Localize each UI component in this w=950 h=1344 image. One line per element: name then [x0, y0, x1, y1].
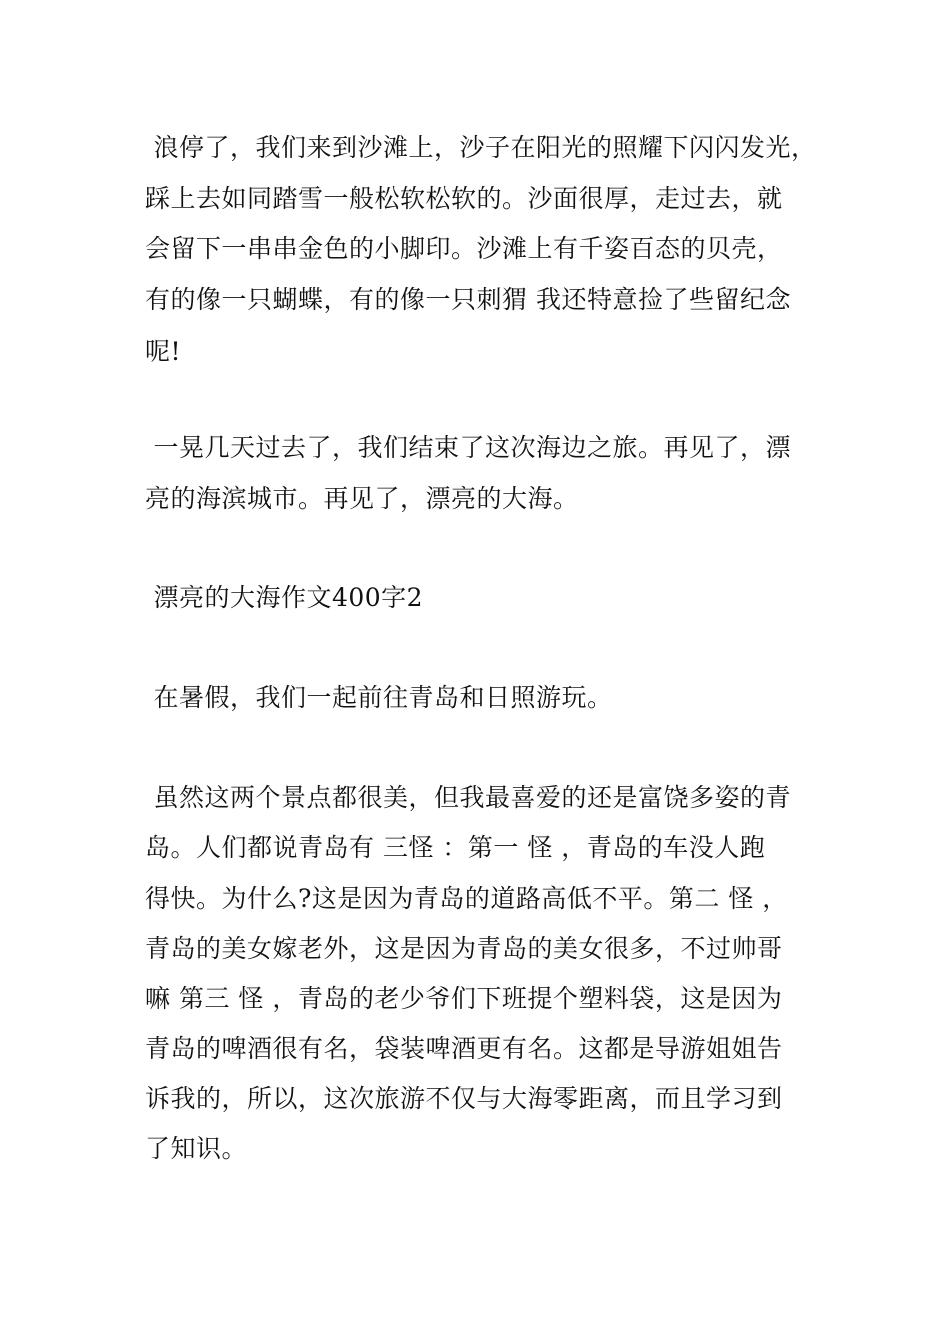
paragraph-4-line-4: 青岛的美女嫁老外，这是因为青岛的美女很多，不过帅哥	[145, 934, 783, 963]
section-heading: 漂亮的大海作文400字2	[145, 583, 424, 612]
paragraph-3-line-1: 在暑假，我们一起前往青岛和日照游玩。	[145, 683, 613, 712]
paragraph-4-line-2: 岛。人们都说青岛有 三怪 ：第一 怪 ，青岛的车没人跑	[145, 833, 766, 862]
paragraph-4-line-3: 得快。为什么?这是因为青岛的道路高低不平。第二 怪 ，	[145, 884, 788, 913]
paragraph-2-line-2: 亮的海滨城市。再见了，漂亮的大海。	[145, 484, 579, 513]
paragraph-1-line-3: 会留下一串串金色的小脚印。沙滩上有千姿百态的贝壳，	[145, 234, 783, 263]
paragraph-1-line-5: 呢!	[145, 337, 182, 366]
paragraph-4-line-6: 青岛的啤酒很有名，袋装啤酒更有名。这都是导游姐姐告	[145, 1034, 783, 1063]
paragraph-4-line-1: 虽然这两个景点都很美，但我最喜爱的还是富饶多姿的青	[145, 783, 791, 812]
paragraph-2-line-1: 一晃几天过去了，我们结束了这次海边之旅。再见了，漂	[145, 433, 791, 462]
paragraph-1-line-4: 有的像一只蝴蝶，有的像一只刺猬 我还特意捡了些留纪念	[145, 285, 791, 314]
paragraph-4-line-7: 诉我的，所以，这次旅游不仅与大海零距离，而且学习到	[145, 1084, 783, 1113]
paragraph-1-line-1: 浪停了，我们来到沙滩上，沙子在阳光的照耀下闪闪发光，	[145, 133, 817, 162]
paragraph-1-line-2: 踩上去如同踏雪一般松软松软的。沙面很厚，走过去，就	[145, 184, 783, 213]
paragraph-4-line-8: 了知识。	[145, 1134, 248, 1163]
paragraph-4-line-5: 嘛 第三 怪 ，青岛的老少爷们下班提个塑料袋，这是因为	[145, 984, 783, 1013]
